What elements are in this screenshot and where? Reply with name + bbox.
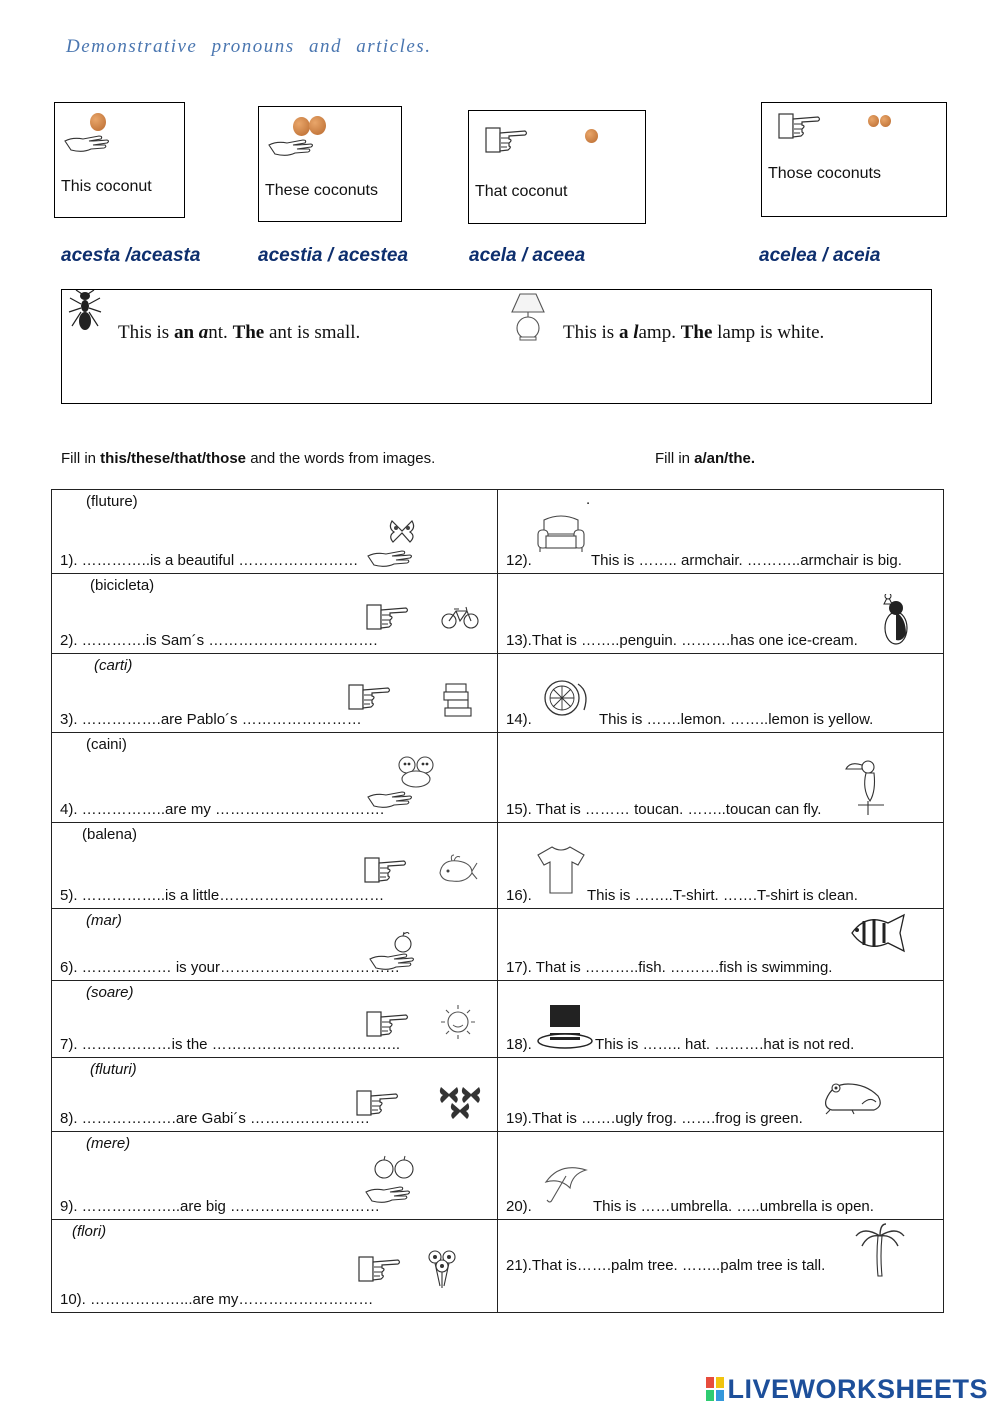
table-row: [52, 490, 944, 574]
exercise-table: [51, 489, 944, 1313]
romanian-translation: acesta /aceasta: [61, 245, 201, 266]
that-coconut-box: [468, 110, 646, 224]
table-row: [52, 1220, 944, 1313]
ant-sentence: This is an ant. The ant is small.: [118, 322, 361, 343]
left-exercise[interactable]: [52, 654, 498, 733]
those-coconuts-box: [761, 102, 947, 217]
dogs-icon: [396, 753, 436, 789]
table-row: [52, 654, 944, 733]
demo-label: Those coconuts: [768, 165, 881, 182]
exercise-sentence: This is ……..T-shirt. …….T-shirt is clean.: [587, 887, 858, 904]
romanian-translation: acestia / acestea: [258, 245, 409, 266]
pointing-hand-icon: [358, 1254, 404, 1284]
left-exercise[interactable]: [52, 823, 498, 909]
exercise-sentence: 19).That is …….ugly frog. …….frog is green.: [506, 1110, 803, 1127]
right-exercise[interactable]: [498, 823, 944, 909]
left-exercise[interactable]: [52, 1220, 498, 1313]
lamp-sentence: This is a lamp. The lamp is white.: [563, 322, 825, 343]
table-row: [52, 1058, 944, 1132]
palm-tree-icon: [854, 1222, 906, 1278]
open-hand-icon: [63, 127, 115, 157]
penguin-icon: [876, 594, 916, 648]
left-exercise[interactable]: [52, 981, 498, 1058]
coconut-icon: [90, 113, 106, 131]
books-icon: [442, 682, 474, 718]
coconut-icon: [293, 117, 310, 136]
bicycle-icon: [440, 606, 480, 630]
romanian-translation: acelea / aceia: [759, 245, 881, 266]
liveworksheets-logo[interactable]: [706, 1374, 988, 1405]
table-row: [52, 909, 944, 981]
frog-icon: [822, 1076, 890, 1116]
right-exercise[interactable]: [498, 1220, 944, 1313]
right-exercise[interactable]: [498, 733, 944, 823]
articles-box: [61, 289, 932, 404]
armchair-icon: [536, 512, 586, 556]
these-coconuts-box: [258, 106, 402, 222]
toucan-icon: [844, 753, 892, 817]
right-instruction: Fill in a/an/the.: [655, 450, 756, 467]
exercise-sentence: 17). That is ………..fish. ……….fish is swimming.: [506, 959, 833, 976]
table-row: [52, 1132, 944, 1220]
left-exercise[interactable]: [52, 909, 498, 981]
left-exercise[interactable]: [52, 1132, 498, 1220]
exercise-sentence: 8). ……………….are Gabi´s ……………………: [60, 1110, 371, 1127]
right-exercise[interactable]: [498, 490, 944, 574]
hint-word: (mere): [86, 1135, 131, 1152]
apple-icon: [392, 931, 414, 953]
hint-word: (balena): [82, 826, 138, 843]
exercise-number: 12).: [506, 552, 532, 569]
apples-icon: [372, 1154, 416, 1180]
exercise-sentence: 4). ……………..are my …………………………….: [60, 801, 385, 818]
hint-word: (mar): [86, 912, 122, 929]
left-exercise[interactable]: [52, 574, 498, 654]
hint-word: (soare): [86, 984, 134, 1001]
exercise-number: 14).: [506, 711, 532, 728]
demo-label: These coconuts: [265, 182, 378, 199]
right-exercise[interactable]: [498, 909, 944, 981]
butterflies-icon: [438, 1084, 482, 1122]
right-exercise[interactable]: [498, 654, 944, 733]
brand-name: LIVEWORKSHEETS: [727, 1374, 988, 1404]
right-exercise[interactable]: [498, 1132, 944, 1220]
lemon-icon: [540, 676, 594, 720]
pointing-hand-icon: [364, 855, 410, 885]
right-exercise[interactable]: [498, 574, 944, 654]
pointing-hand-icon: [778, 111, 824, 141]
exercise-sentence: 1). …………..is a beautiful ……………………: [60, 552, 359, 569]
right-exercise[interactable]: [498, 1058, 944, 1132]
lamp-icon: [510, 292, 546, 342]
hint-word: (carti): [94, 657, 133, 674]
flowers-icon: [422, 1246, 462, 1290]
hint-word: (fluture): [86, 493, 138, 510]
exercise-number: 20).: [506, 1198, 532, 1215]
stray-dot: .: [586, 491, 591, 508]
left-exercise[interactable]: [52, 733, 498, 823]
table-row: [52, 823, 944, 909]
pointing-hand-icon: [366, 602, 412, 632]
exercise-number: 16).: [506, 887, 532, 904]
this-coconut-box: [54, 102, 185, 218]
pointing-hand-icon: [366, 1009, 412, 1039]
demo-label: That coconut: [475, 183, 568, 200]
exercise-sentence: This is …….. armchair. ………..armchair is big.: [591, 552, 902, 569]
hint-word: (fluturi): [90, 1061, 137, 1078]
right-exercise[interactable]: [498, 981, 944, 1058]
ant-icon: [66, 290, 104, 336]
exercise-sentence: 3). …………….are Pablo´s ……………………: [60, 711, 362, 728]
exercise-sentence: 10). ………………...are my………………………: [60, 1291, 374, 1308]
exercise-sentence: This is …….lemon. ……..lemon is yellow.: [599, 711, 874, 728]
exercise-sentence: 2). ………….is Sam´s …………………………….: [60, 632, 378, 649]
romanian-translation: acela / aceea: [469, 245, 586, 266]
exercise-sentence: 6). ……………… is your………………………………: [60, 959, 401, 976]
coconut-icon: [585, 129, 598, 143]
exercise-sentence: 7). ………………is the ………………………………..: [60, 1036, 401, 1053]
pointing-hand-icon: [348, 682, 394, 712]
left-exercise[interactable]: [52, 1058, 498, 1132]
coconut-icon: [868, 115, 879, 127]
whale-icon: [436, 853, 478, 887]
left-instruction: Fill in this/these/that/those and the words from images.: [61, 450, 436, 467]
hint-word: (bicicleta): [90, 577, 155, 594]
hint-word: (caini): [86, 736, 127, 753]
exercise-sentence: 5). ……………..is a little……………………………: [60, 887, 385, 904]
exercise-sentence: 21).That is…….palm tree. ……..palm tree is tall.: [506, 1257, 826, 1274]
tshirt-icon: [536, 845, 586, 895]
umbrella-icon: [542, 1162, 594, 1204]
table-row: [52, 733, 944, 823]
left-exercise[interactable]: [52, 490, 498, 574]
table-row: [52, 981, 944, 1058]
exercise-sentence: 13).That is ……..penguin. ……….has one ice-cream.: [506, 632, 858, 649]
exercise-number: 18).: [506, 1036, 532, 1053]
sun-icon: [438, 1003, 478, 1041]
page-title: Demonstrative pronouns and articles.: [66, 36, 432, 57]
exercise-sentence: This is …….. hat. ……….hat is not red.: [595, 1036, 855, 1053]
table-row: [52, 574, 944, 654]
open-hand-icon: [267, 131, 319, 161]
butterfly-icon: [388, 518, 416, 544]
coconut-icon: [880, 115, 891, 127]
coconut-icon: [309, 116, 326, 135]
top-hat-icon: [536, 1001, 594, 1055]
exercise-sentence: 9). ………………..are big …………………………: [60, 1198, 381, 1215]
hint-word: (flori): [72, 1223, 107, 1240]
exercise-sentence: This is ……umbrella. …..umbrella is open.: [593, 1198, 874, 1215]
open-hand-icon: [366, 542, 418, 572]
pointing-hand-icon: [485, 125, 531, 155]
liveworksheets-mark-icon: [706, 1377, 724, 1401]
demo-label: This coconut: [61, 178, 152, 195]
exercise-sentence: 15). That is ……… toucan. ……..toucan can fly.: [506, 801, 822, 818]
fish-icon: [848, 911, 910, 955]
